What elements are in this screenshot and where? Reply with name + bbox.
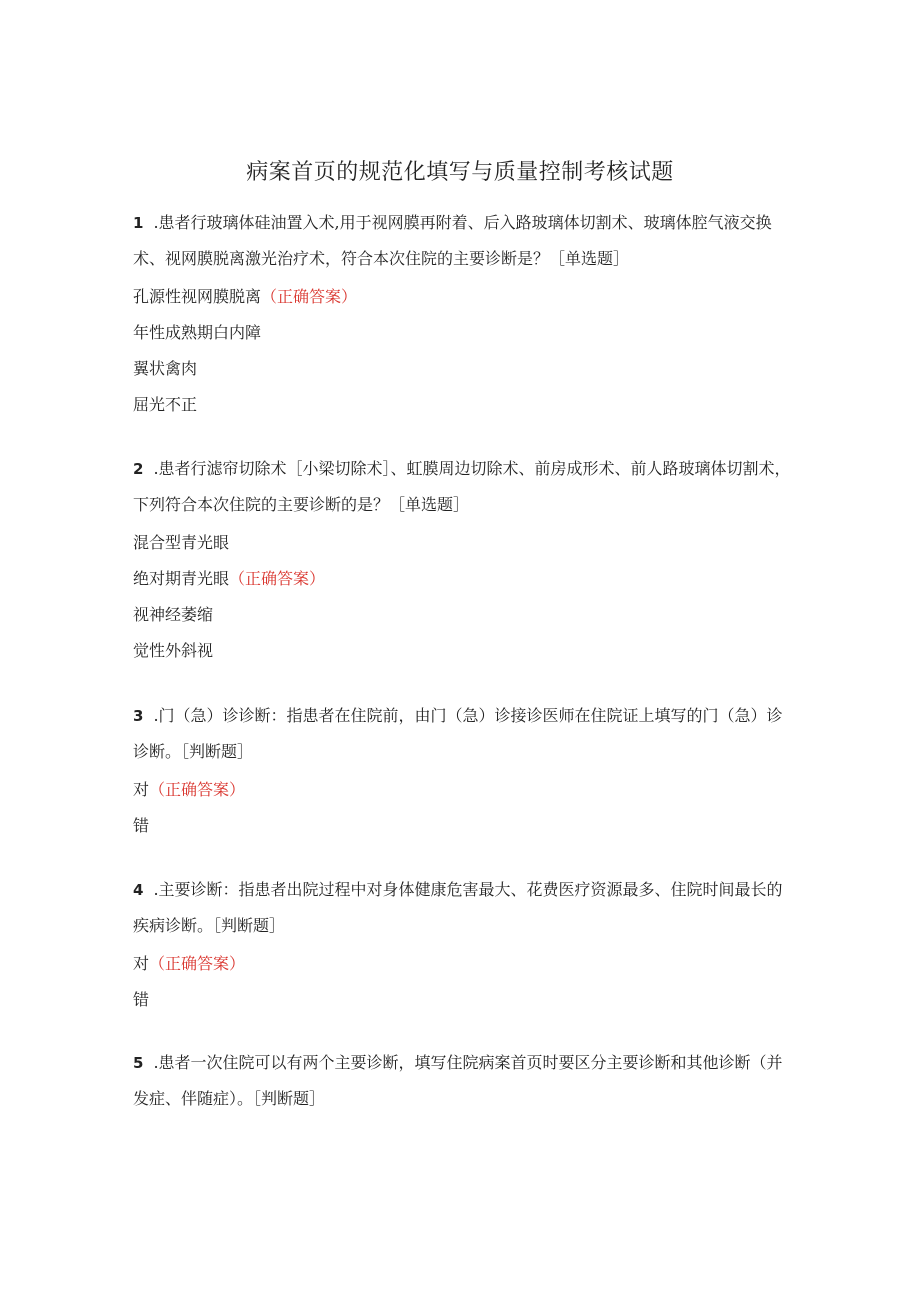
correct-answer-tag: （正确答案） [149, 954, 246, 973]
option[interactable] [133, 778, 793, 814]
question-stem: .患者行滤帘切除术［小梁切除术］、虹膜周边切除术、前房成形术、前人路玻璃体切割术，下列符合本次住院的主要诊断的是？［单选题］ [133, 459, 791, 514]
question-2 [133, 451, 793, 675]
option-label: 绝对期青光眼 [133, 569, 230, 588]
question-stem: .门（急）诊诊断：指患者在住院前，由门（急）诊接诊医师在住院证上填写的门（急）诊诊断。［判断题］ [133, 706, 783, 761]
option-list [133, 285, 793, 429]
option-list [133, 778, 793, 850]
question-stem: .主要诊断：指患者出院过程中对身体健康危害最大、花费医疗资源最多、住院时间最长的疾病诊断。［判断题］ [133, 880, 783, 935]
page-title: 病案首页的规范化填写与质量控制考核试题 [246, 160, 674, 185]
option-label: 对 [133, 954, 150, 973]
question-text [133, 1045, 793, 1117]
option[interactable] [133, 639, 793, 675]
option-label: 视神经萎缩 [133, 605, 214, 624]
correct-answer-tag: （正确答案） [229, 569, 326, 588]
question-text [133, 205, 793, 277]
question-5 [133, 1045, 793, 1117]
correct-answer-tag: （正确答案） [261, 287, 358, 306]
question-text [133, 451, 793, 523]
question-1 [133, 205, 793, 429]
option[interactable] [133, 814, 793, 850]
option-list [133, 952, 793, 1024]
option[interactable] [133, 285, 793, 321]
option[interactable] [133, 393, 793, 429]
question-text [133, 872, 793, 944]
option-label: 年性成熟期白内障 [133, 323, 262, 342]
question-number: 5 [133, 1054, 144, 1072]
question-number: 3 [133, 707, 144, 725]
option[interactable] [133, 988, 793, 1024]
question-stem: .患者一次住院可以有两个主要诊断，填写住院病案首页时要区分主要诊断和其他诊断（并发症、伴随症）。［判断题］ [133, 1053, 783, 1108]
option-label: 混合型青光眼 [133, 533, 230, 552]
question-text [133, 698, 793, 770]
question-stem: .患者行玻璃体硅油置入术,用于视网膜再附着、后入路玻璃体切割术、玻璃体腔气液交换术、视网膜脱离激光治疗术，符合本次住院的主要诊断是？［单选题］ [133, 213, 772, 268]
option[interactable] [133, 567, 793, 603]
option[interactable] [133, 952, 793, 988]
option-list [133, 531, 793, 675]
correct-answer-tag: （正确答案） [149, 780, 246, 799]
option-label: 错 [133, 816, 150, 835]
option[interactable] [133, 321, 793, 357]
option-label: 错 [133, 990, 150, 1009]
question-number: 1 [133, 214, 144, 232]
option-label: 对 [133, 780, 150, 799]
question-3 [133, 698, 793, 850]
question-number: 2 [133, 460, 144, 478]
option-label: 孔源性视网膜脱离 [133, 287, 262, 306]
option[interactable] [133, 531, 793, 567]
question-4 [133, 872, 793, 1024]
option-label: 觉性外斜视 [133, 641, 214, 660]
option[interactable] [133, 357, 793, 393]
question-number: 4 [133, 881, 144, 899]
option-label: 翼状禽肉 [133, 359, 198, 378]
option[interactable] [133, 603, 793, 639]
option-label: 屈光不正 [133, 395, 198, 414]
